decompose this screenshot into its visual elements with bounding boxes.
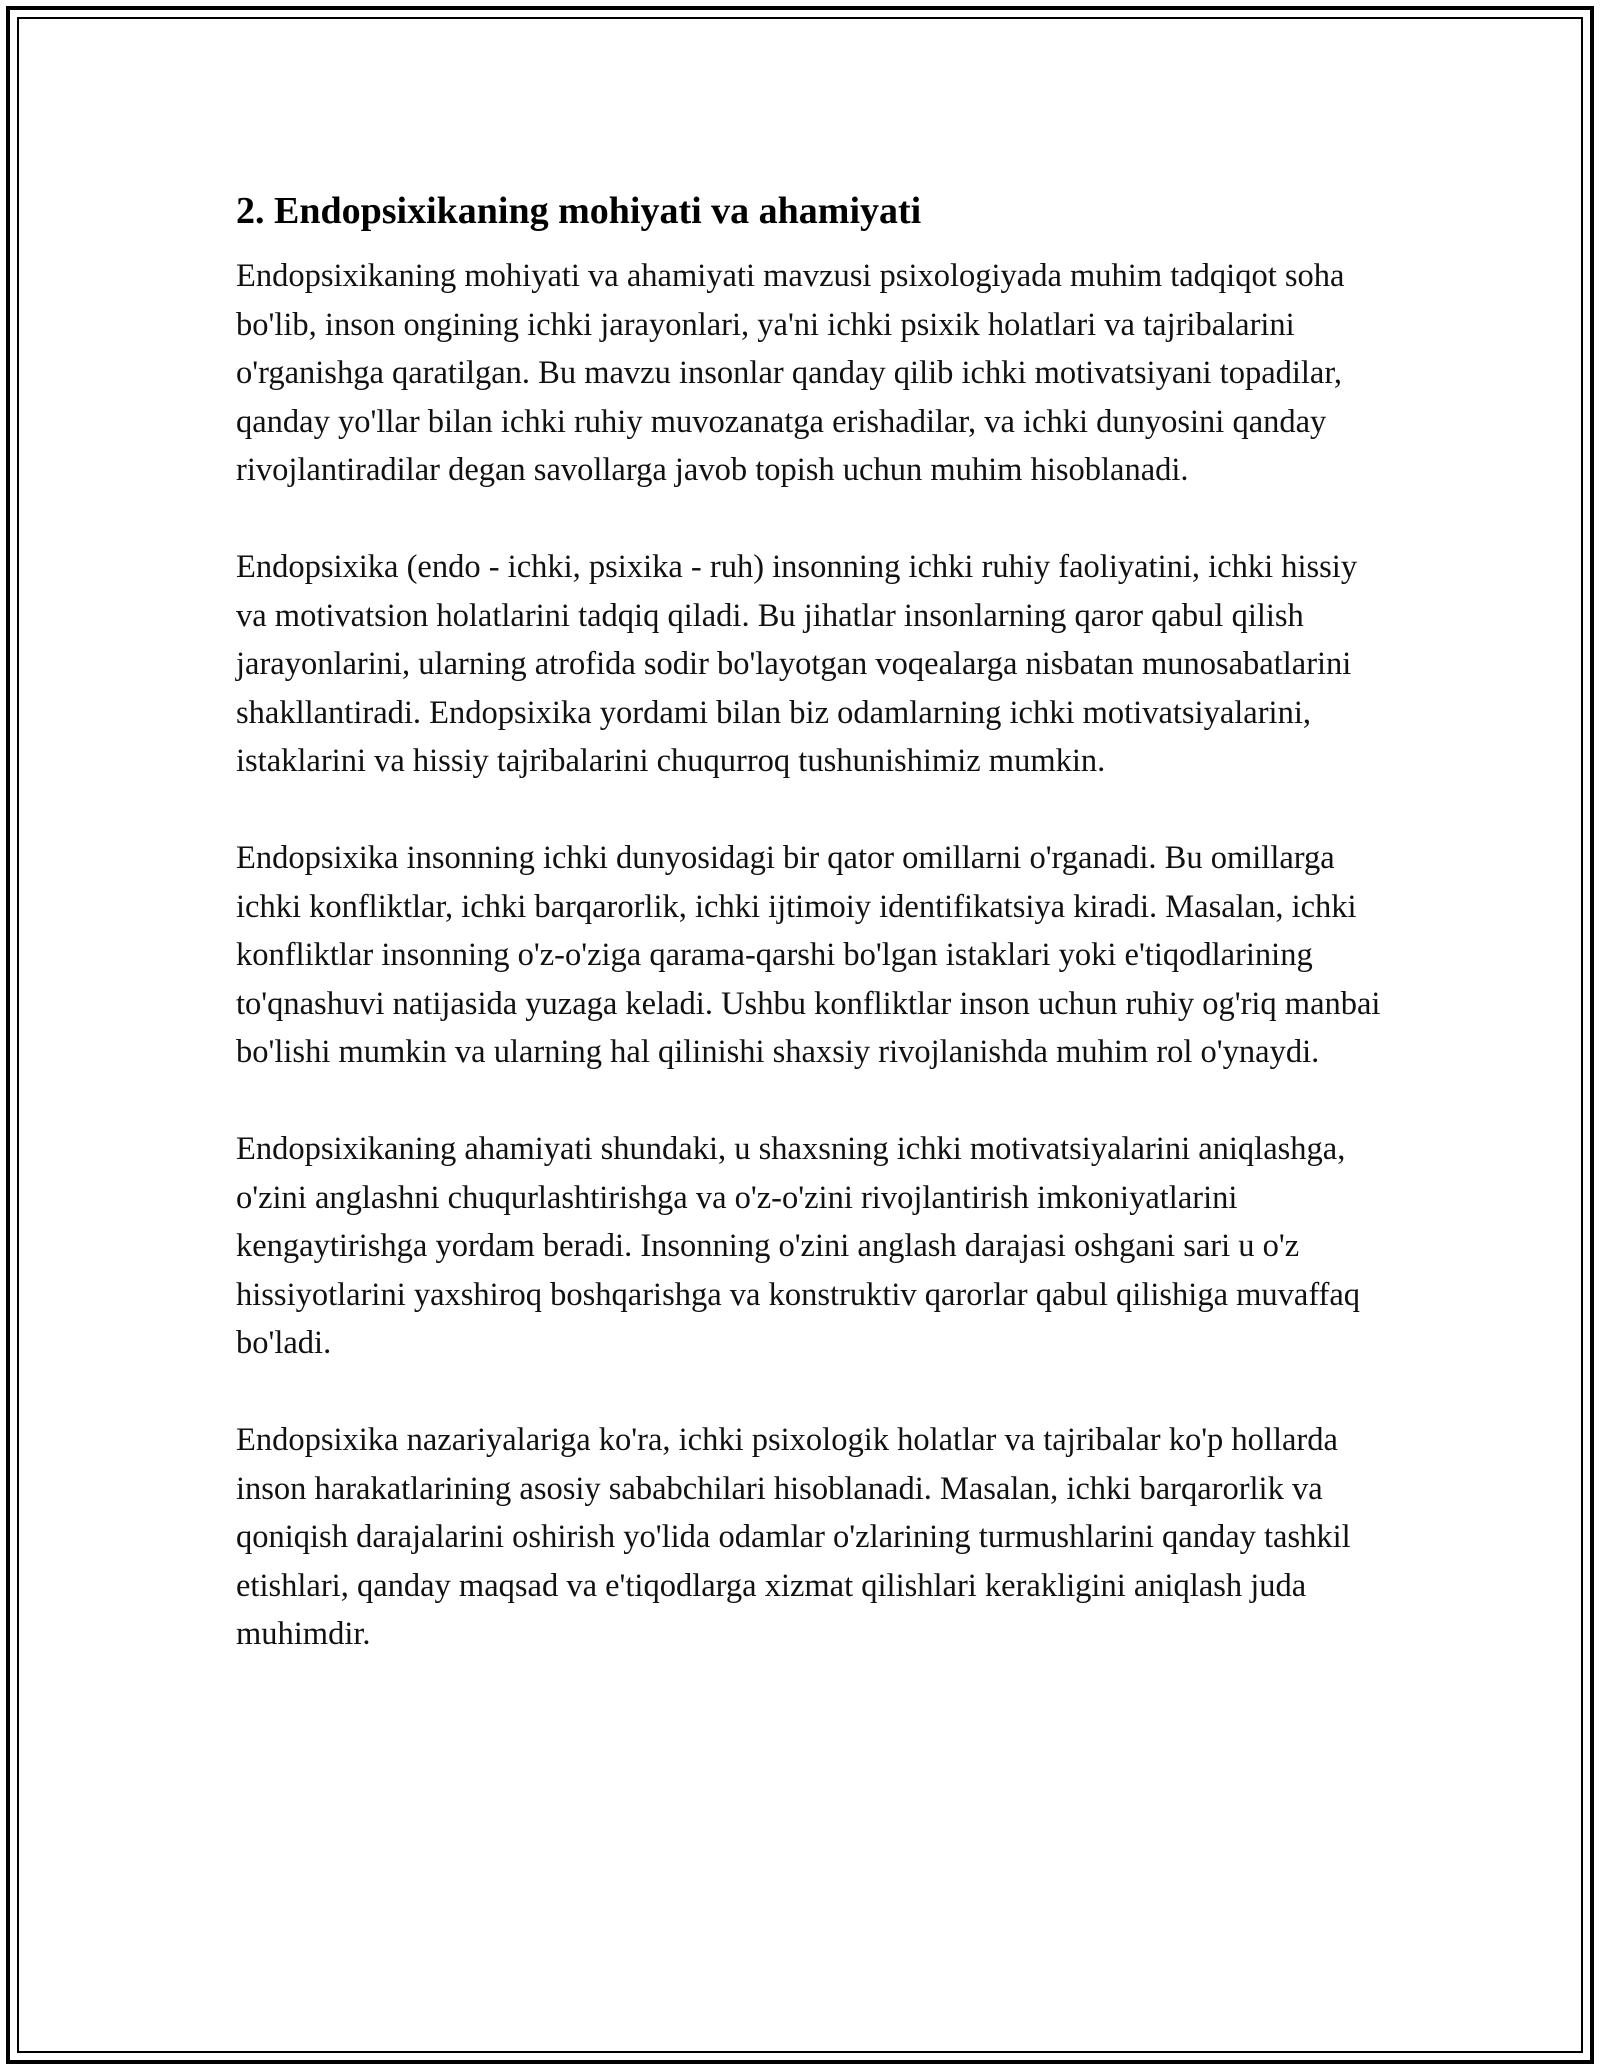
paragraph-1: Endopsixikaning mohiyati va ahamiyati mavzusi psixologiyada muhim tadqiqot soha bo'lib, inson ongining ichki jarayonlari, ya'ni ichki psixik holatlari va tajribalarini o'rganishga qaratilgan. Bu mavzu insonlar qanday qilib ichki motivatsiyani topadilar, qanday yo'llar bilan ichki ruhiy muvozanatga erishadilar, va ichki dunyosini qanday rivojlantiradilar degan savollarga javob topish uchun muhim hisoblanadi. <box>236 258 1345 488</box>
document-body <box>236 186 1386 1659</box>
section-heading: 2. Endopsixikaning mohiyati va ahamiyati <box>236 190 922 232</box>
paragraph-3: Endopsixika insonning ichki dunyosidagi bir qator omillarni o'rganadi. Bu omillarga ichki konfliktlar, ichki barqarorlik, ichki ijtimoiy identifikatsiya kiradi. Masalan, ichki konfliktlar insonning o'z-o'ziga qarama-qarshi bo'lgan istaklari yoki e'tiqodlarining to'qnashuvi natijasida yuzaga keladi. Ushbu konfliktlar inson uchun ruhiy og'riq manbai bo'lishi mumkin va ularning hal qilinishi shaxsiy rivojlanishda muhim rol o'ynaydi. <box>236 840 1381 1070</box>
paragraph-4: Endopsixikaning ahamiyati shundaki, u shaxsning ichki motivatsiyalarini aniqlashga, o'zini anglashni chuqurlashtirishga va o'z-o'zini rivojlantirish imkoniyatlarini kengaytirishga yordam beradi. Insonning o'zini anglash darajasi oshgani sari u o'z hissiyotlarini yaxshiroq boshqarishga va konstruktiv qarorlar qabul qilishiga muvaffaq bo'ladi. <box>236 1131 1361 1361</box>
paragraph-5: Endopsixika nazariyalariga ko'ra, ichki psixologik holatlar va tajribalar ko'p hollarda inson harakatlarining asosiy sababchilari hisoblanadi. Masalan, ichki barqarorlik va qoniqish darajalarini oshirish yo'lida odamlar o'zlarining turmushlarini qanday tashkil etishlari, qanday maqsad va e'tiqodlarga xizmat qilishlari kerakligini aniqlash juda muhimdir. <box>236 1422 1351 1652</box>
paragraph-2: Endopsixika (endo - ichki, psixika - ruh) insonning ichki ruhiy faoliyatini, ichki hissiy va motivatsion holatlarini tadqiq qiladi. Bu jihatlar insonlarning qaror qabul qilish jarayonlarini, ularning atrofida sodir bo'layotgan voqealarga nisbatan munosabatlarini shakllantiradi. Endopsixika yordami bilan biz odamlarning ichki motivatsiyalarini, istaklarini va hissiy tajribalarini chuqurroq tushunishimiz mumkin. <box>236 549 1358 779</box>
